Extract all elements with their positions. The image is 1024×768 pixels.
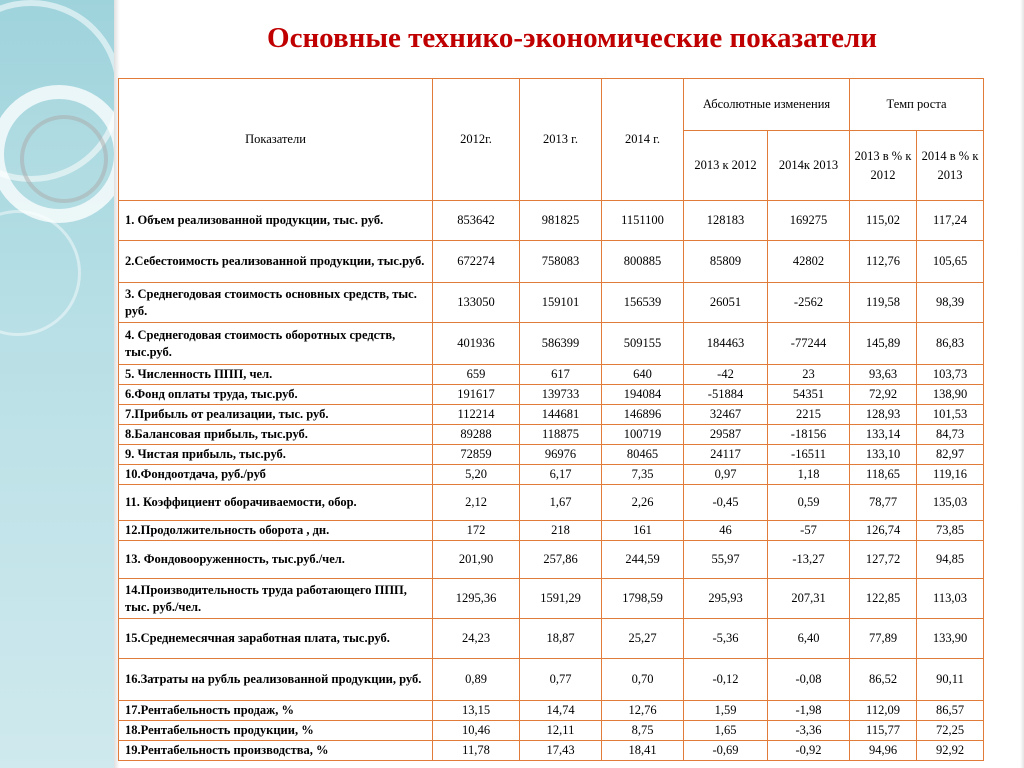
table-cell: 0,77 xyxy=(520,659,602,701)
table-cell: 1151100 xyxy=(602,201,684,241)
table-row xyxy=(119,485,984,521)
table-cell: 117,24 xyxy=(917,201,984,241)
table-cell: 133050 xyxy=(433,283,520,323)
table-row xyxy=(119,579,984,619)
table-cell: -0,12 xyxy=(684,659,768,701)
row-label: 17.Рентабельность продаж, % xyxy=(119,701,433,721)
table-cell: 82,97 xyxy=(917,445,984,465)
table-cell: -5,36 xyxy=(684,619,768,659)
row-label: 9. Чистая прибыль, тыс.руб. xyxy=(119,445,433,465)
table-cell: 12,11 xyxy=(520,721,602,741)
table-cell: 800885 xyxy=(602,241,684,283)
table-cell: 42802 xyxy=(768,241,850,283)
table-cell: 17,43 xyxy=(520,741,602,761)
table-cell: 112,76 xyxy=(850,241,917,283)
table-cell: 401936 xyxy=(433,323,520,365)
table-cell: 672274 xyxy=(433,241,520,283)
table-cell: 13,15 xyxy=(433,701,520,721)
row-label: 16.Затраты на рубль реализованной продукции, руб. xyxy=(119,659,433,701)
table-row xyxy=(119,445,984,465)
table-cell: 509155 xyxy=(602,323,684,365)
table-cell: -42 xyxy=(684,365,768,385)
table-cell: -51884 xyxy=(684,385,768,405)
table-cell: 86,57 xyxy=(917,701,984,721)
table-cell: 96976 xyxy=(520,445,602,465)
table-cell: 25,27 xyxy=(602,619,684,659)
table-cell: 1,67 xyxy=(520,485,602,521)
table-cell: 640 xyxy=(602,365,684,385)
table-cell: 8,75 xyxy=(602,721,684,741)
table-cell: 80465 xyxy=(602,445,684,465)
table-cell: 112,09 xyxy=(850,701,917,721)
table-row xyxy=(119,721,984,741)
table-cell: 194084 xyxy=(602,385,684,405)
table-row xyxy=(119,541,984,579)
header-2012: 2012г. xyxy=(433,79,520,201)
table-cell: 115,77 xyxy=(850,721,917,741)
table-cell: 138,90 xyxy=(917,385,984,405)
table-cell: 156539 xyxy=(602,283,684,323)
header-rate-2013-2012: 2013 в % к 2012 xyxy=(850,131,917,201)
table-cell: 981825 xyxy=(520,201,602,241)
header-growth-rate: Темп роста xyxy=(850,79,984,131)
table-cell: 146896 xyxy=(602,405,684,425)
table-cell: 101,53 xyxy=(917,405,984,425)
table-cell: 2215 xyxy=(768,405,850,425)
table-cell: 1591,29 xyxy=(520,579,602,619)
table-cell: 105,65 xyxy=(917,241,984,283)
table-cell: 1798,59 xyxy=(602,579,684,619)
row-label: 3. Среднегодовая стоимость основных средств, тыс. руб. xyxy=(119,283,433,323)
table-cell: -2562 xyxy=(768,283,850,323)
table-cell: 853642 xyxy=(433,201,520,241)
table-cell: 94,85 xyxy=(917,541,984,579)
table-cell: 55,97 xyxy=(684,541,768,579)
table-cell: 77,89 xyxy=(850,619,917,659)
table-cell: 85809 xyxy=(684,241,768,283)
table-cell: 144681 xyxy=(520,405,602,425)
row-label: 4. Среднегодовая стоимость оборотных средств, тыс.руб. xyxy=(119,323,433,365)
header-indicators: Показатели xyxy=(119,79,433,201)
table-body xyxy=(119,201,984,761)
table-cell: 126,74 xyxy=(850,521,917,541)
table-cell: 72,25 xyxy=(917,721,984,741)
row-label: 2.Себестоимость реализованной продукции, тыс.руб. xyxy=(119,241,433,283)
header-abs-2014-2013: 2014к 2013 xyxy=(768,131,850,201)
table-cell: 72859 xyxy=(433,445,520,465)
table-cell: 23 xyxy=(768,365,850,385)
table-cell: 2,26 xyxy=(602,485,684,521)
table-cell: -0,45 xyxy=(684,485,768,521)
row-label: 7.Прибыль от реализации, тыс. руб. xyxy=(119,405,433,425)
table-cell: 244,59 xyxy=(602,541,684,579)
table-cell: 1,18 xyxy=(768,465,850,485)
table-cell: 54351 xyxy=(768,385,850,405)
table-cell: 11,78 xyxy=(433,741,520,761)
row-label: 1. Объем реализованной продукции, тыс. руб. xyxy=(119,201,433,241)
table-cell: -13,27 xyxy=(768,541,850,579)
table-cell: 1295,36 xyxy=(433,579,520,619)
table-cell: 10,46 xyxy=(433,721,520,741)
table-cell: 133,90 xyxy=(917,619,984,659)
table-cell: 115,02 xyxy=(850,201,917,241)
row-label: 12.Продолжительность оборота , дн. xyxy=(119,521,433,541)
header-2013: 2013 г. xyxy=(520,79,602,201)
decorative-ring xyxy=(20,115,108,203)
table-cell: 586399 xyxy=(520,323,602,365)
table-cell: 139733 xyxy=(520,385,602,405)
table-cell: 90,11 xyxy=(917,659,984,701)
table-cell: 295,93 xyxy=(684,579,768,619)
table-cell: -3,36 xyxy=(768,721,850,741)
table-cell: 98,39 xyxy=(917,283,984,323)
table-cell: -18156 xyxy=(768,425,850,445)
table-cell: 78,77 xyxy=(850,485,917,521)
table-cell: 617 xyxy=(520,365,602,385)
table-cell: 12,76 xyxy=(602,701,684,721)
table-cell: 14,74 xyxy=(520,701,602,721)
table-cell: 201,90 xyxy=(433,541,520,579)
table-cell: 161 xyxy=(602,521,684,541)
slide-title: Основные технико-экономические показатели xyxy=(267,22,877,54)
table-cell: 135,03 xyxy=(917,485,984,521)
row-label: 8.Балансовая прибыль, тыс.руб. xyxy=(119,425,433,445)
table-cell: 113,03 xyxy=(917,579,984,619)
table-cell: 92,92 xyxy=(917,741,984,761)
table-cell: 119,16 xyxy=(917,465,984,485)
table-cell: 118,65 xyxy=(850,465,917,485)
table-cell: 89288 xyxy=(433,425,520,445)
table-cell: 100719 xyxy=(602,425,684,445)
table-cell: -0,08 xyxy=(768,659,850,701)
table-row xyxy=(119,521,984,541)
table-cell: 6,17 xyxy=(520,465,602,485)
decorative-ring xyxy=(0,210,81,336)
table-cell: -0,69 xyxy=(684,741,768,761)
table-cell: 118875 xyxy=(520,425,602,445)
table-cell: 128183 xyxy=(684,201,768,241)
table-cell: 84,73 xyxy=(917,425,984,445)
header-abs-2013-2012: 2013 к 2012 xyxy=(684,131,768,201)
table-cell: 24117 xyxy=(684,445,768,465)
table-cell: 24,23 xyxy=(433,619,520,659)
table-cell: 133,14 xyxy=(850,425,917,445)
table-cell: 159101 xyxy=(520,283,602,323)
table-cell: 103,73 xyxy=(917,365,984,385)
table-row xyxy=(119,659,984,701)
table-row xyxy=(119,385,984,405)
table-cell: -57 xyxy=(768,521,850,541)
table-row xyxy=(119,619,984,659)
table-cell: 94,96 xyxy=(850,741,917,761)
row-label: 14.Производительность труда работающего ППП, тыс. руб./чел. xyxy=(119,579,433,619)
table-cell: 218 xyxy=(520,521,602,541)
table-cell: -77244 xyxy=(768,323,850,365)
table-cell: 1,65 xyxy=(684,721,768,741)
table-cell: 86,52 xyxy=(850,659,917,701)
table-row xyxy=(119,323,984,365)
indicators-table xyxy=(118,78,984,761)
table-cell: -1,98 xyxy=(768,701,850,721)
row-label: 11. Коэффициент оборачиваемости, обор. xyxy=(119,485,433,521)
table-cell: 207,31 xyxy=(768,579,850,619)
table-cell: 0,89 xyxy=(433,659,520,701)
row-label: 19.Рентабельность производства, % xyxy=(119,741,433,761)
table-cell: -16511 xyxy=(768,445,850,465)
table-cell: 128,93 xyxy=(850,405,917,425)
table-row xyxy=(119,405,984,425)
table-cell: 7,35 xyxy=(602,465,684,485)
table-cell: 122,85 xyxy=(850,579,917,619)
table-cell: 127,72 xyxy=(850,541,917,579)
header-rate-2014-2013: 2014 в % к 2013 xyxy=(917,131,984,201)
table-cell: -0,92 xyxy=(768,741,850,761)
slide-edge-shadow xyxy=(1020,0,1024,768)
table-cell: 0,70 xyxy=(602,659,684,701)
decorative-side-panel xyxy=(0,0,114,768)
row-label: 6.Фонд оплаты труда, тыс.руб. xyxy=(119,385,433,405)
table-cell: 26051 xyxy=(684,283,768,323)
table-cell: 191617 xyxy=(433,385,520,405)
table-row xyxy=(119,201,984,241)
table-cell: 73,85 xyxy=(917,521,984,541)
table-cell: 133,10 xyxy=(850,445,917,465)
table-cell: 145,89 xyxy=(850,323,917,365)
table-cell: 119,58 xyxy=(850,283,917,323)
table-cell: 5,20 xyxy=(433,465,520,485)
table-cell: 0,59 xyxy=(768,485,850,521)
table-cell: 112214 xyxy=(433,405,520,425)
table-row xyxy=(119,241,984,283)
table-row xyxy=(119,465,984,485)
table-cell: 18,41 xyxy=(602,741,684,761)
table-row xyxy=(119,365,984,385)
table-cell: 257,86 xyxy=(520,541,602,579)
row-label: 15.Среднемесячная заработная плата, тыс.руб. xyxy=(119,619,433,659)
row-label: 5. Численность ППП, чел. xyxy=(119,365,433,385)
table-row xyxy=(119,701,984,721)
table-row xyxy=(119,283,984,323)
table-cell: 184463 xyxy=(684,323,768,365)
table-row xyxy=(119,741,984,761)
table-cell: 6,40 xyxy=(768,619,850,659)
table-cell: 1,59 xyxy=(684,701,768,721)
header-absolute-changes: Абсолютные изменения xyxy=(684,79,850,131)
header-2014: 2014 г. xyxy=(602,79,684,201)
table-cell: 169275 xyxy=(768,201,850,241)
table-cell: 18,87 xyxy=(520,619,602,659)
table-cell: 93,63 xyxy=(850,365,917,385)
table-cell: 758083 xyxy=(520,241,602,283)
table-cell: 2,12 xyxy=(433,485,520,521)
row-label: 10.Фондоотдача, руб./руб xyxy=(119,465,433,485)
table-cell: 0,97 xyxy=(684,465,768,485)
table-cell: 86,83 xyxy=(917,323,984,365)
table-cell: 46 xyxy=(684,521,768,541)
table-cell: 32467 xyxy=(684,405,768,425)
row-label: 13. Фондовооруженность, тыс.руб./чел. xyxy=(119,541,433,579)
row-label: 18.Рентабельность продукции, % xyxy=(119,721,433,741)
table-cell: 29587 xyxy=(684,425,768,445)
table-cell: 72,92 xyxy=(850,385,917,405)
table-cell: 659 xyxy=(433,365,520,385)
table-cell: 172 xyxy=(433,521,520,541)
table-row xyxy=(119,425,984,445)
